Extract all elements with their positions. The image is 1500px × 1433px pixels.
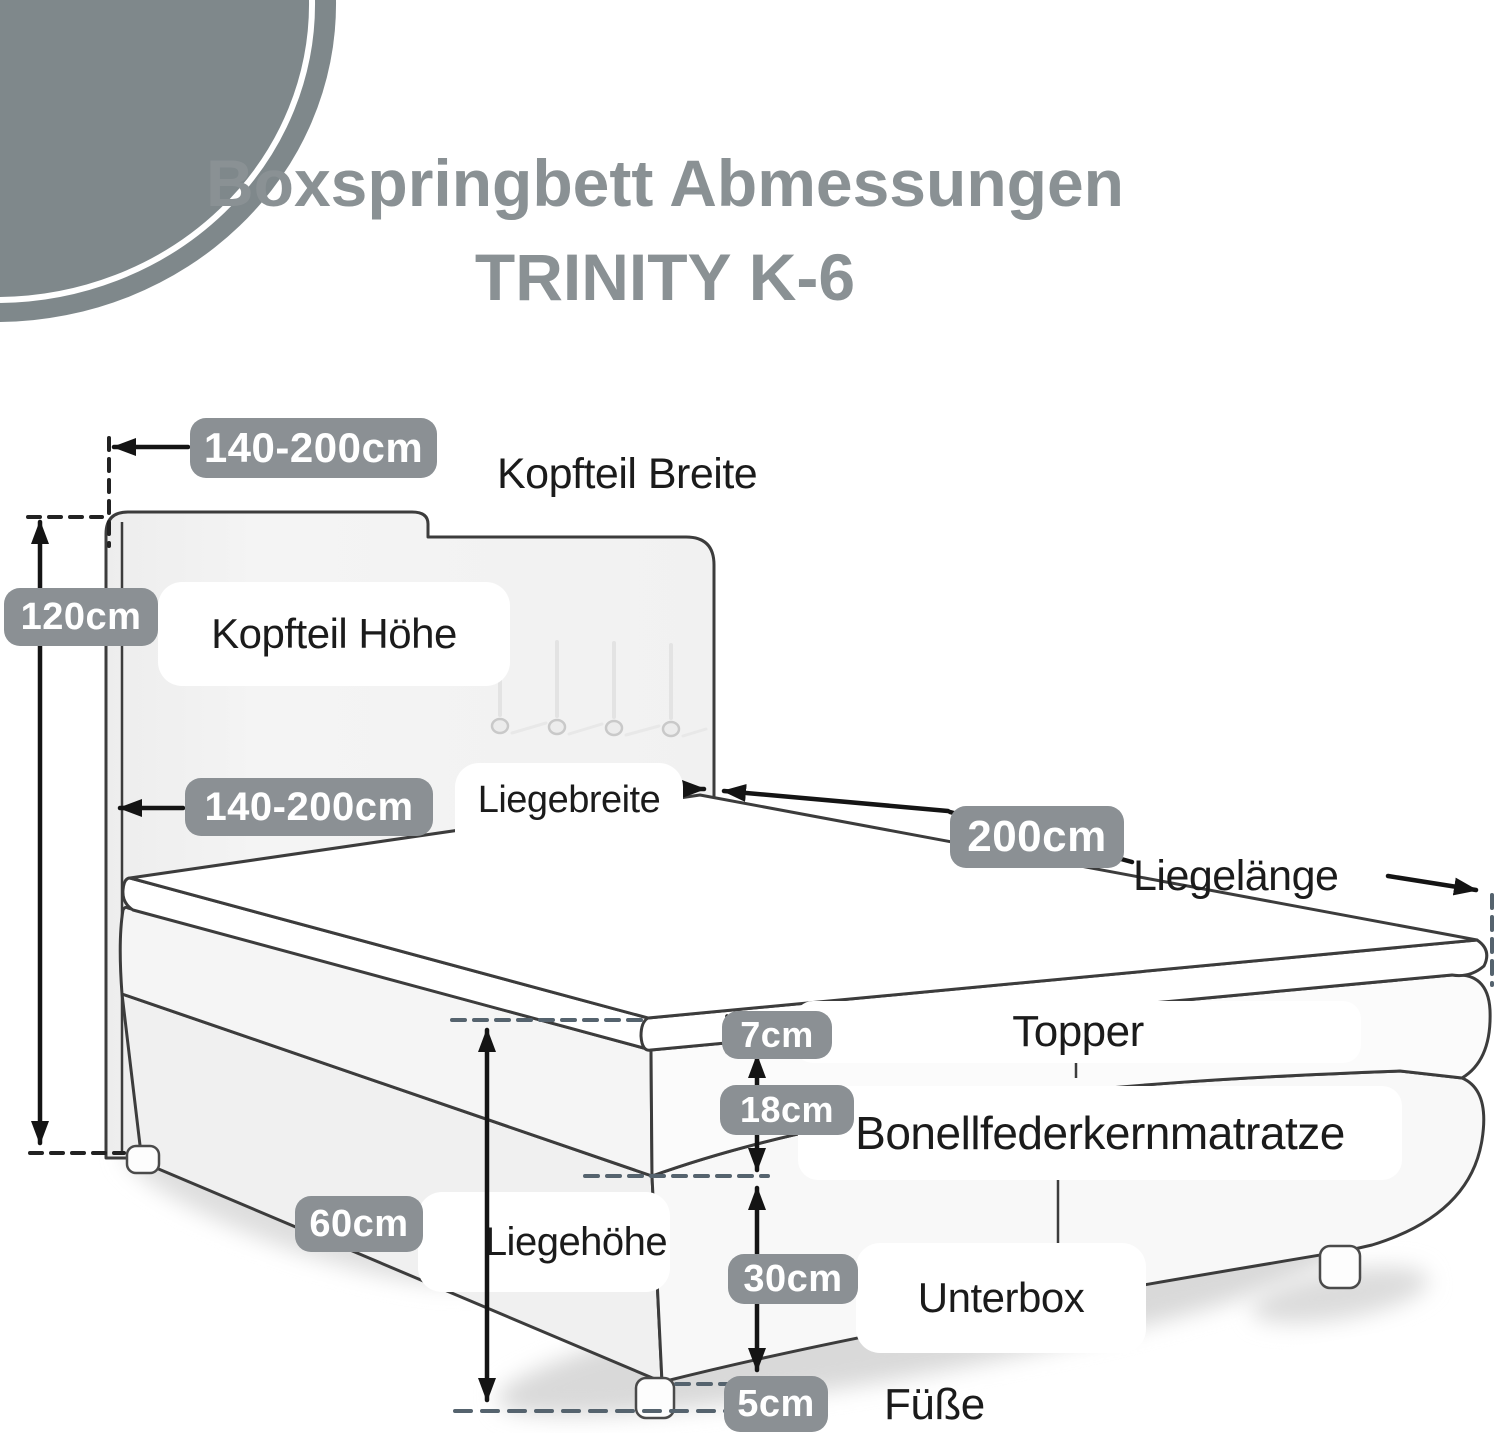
badge-fuesse: 5cm [724, 1376, 828, 1432]
arrow-liegelaenge-outer [1388, 876, 1476, 890]
liegehoehe-label: Liegehöhe [484, 1219, 668, 1264]
kopfteil-breite-label: Kopfteil Breite [497, 450, 758, 498]
unterbox-label: Unterbox [917, 1274, 1085, 1321]
badge-kopfteil-hoehe: 120cm [4, 588, 158, 646]
badge-liegebreite: 140-200cm [185, 778, 433, 836]
liegelaenge-label: Liegelänge [1133, 852, 1339, 900]
badge-kopfteil-breite: 140-200cm [190, 418, 437, 478]
badge-unterbox: 30cm [728, 1254, 858, 1304]
page-title-line2: TRINITY K-6 [474, 240, 856, 314]
kopfteil-hoehe-label: Kopfteil Höhe [211, 610, 457, 657]
headboard-foot [127, 1146, 159, 1173]
matratze-label: Bonellfederkernmatratze [855, 1107, 1345, 1159]
label-box-matratze [798, 1086, 1402, 1180]
page-title-line1: Boxspringbett Abmessungen [206, 146, 1124, 220]
label-box-liegebreite [455, 763, 683, 967]
label-box-topper [795, 1001, 1361, 1063]
topper-label: Topper [1012, 1007, 1144, 1056]
badge-topper: 7cm [722, 1011, 832, 1059]
label-box-kopfteil-hoehe [158, 582, 510, 686]
rear-foot [1320, 1246, 1360, 1288]
badge-liegehoehe: 60cm [295, 1196, 423, 1252]
page-title [0, 136, 1330, 324]
badge-liegelaenge: 200cm [950, 806, 1124, 868]
label-box-unterbox [856, 1243, 1146, 1353]
fuesse-label: Füße [884, 1380, 985, 1429]
liegebreite-label: Liegebreite [477, 779, 661, 821]
badge-matratze: 18cm [720, 1085, 854, 1135]
label-box-liegehoehe [418, 1192, 670, 1292]
